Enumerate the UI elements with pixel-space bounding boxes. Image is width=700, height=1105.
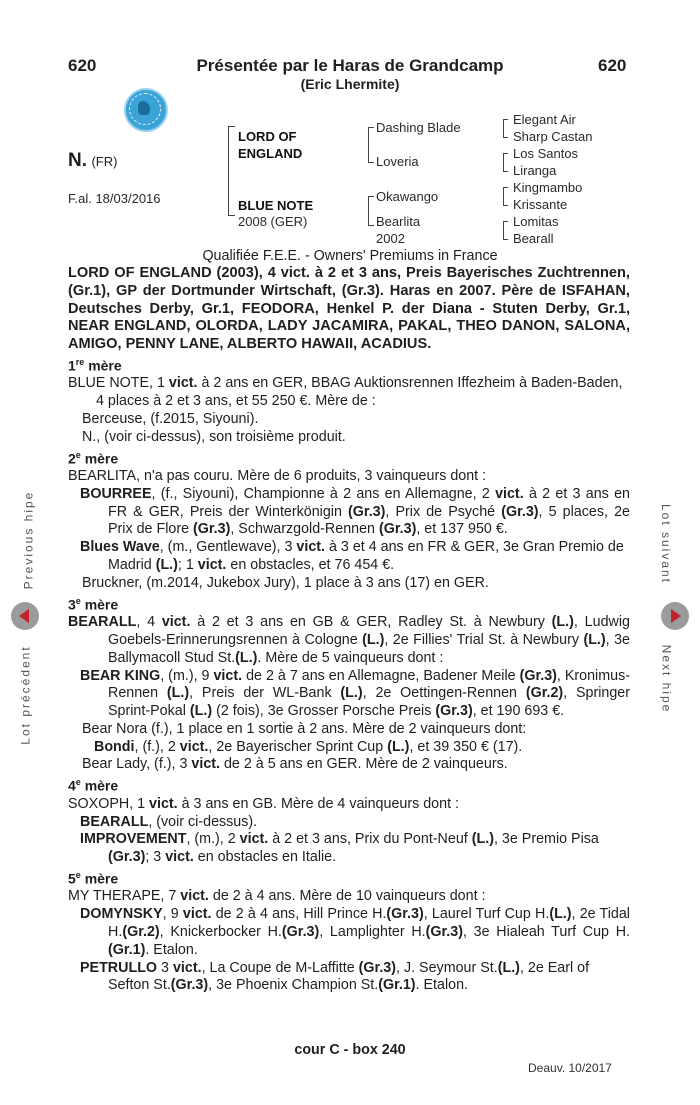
section-second-dam: 2e mère xyxy=(68,449,119,467)
horse-name-text: N. xyxy=(68,150,87,171)
pedigree-dds: Lomitas xyxy=(513,214,559,229)
section-third-dam: 3e mère xyxy=(68,595,119,613)
granddam-record: BEARLITA, n'a pas couru. Mère de 6 produits, 3 vainqueurs dont : xyxy=(68,468,487,485)
produce-item: PETRULLO 3 vict., La Coupe de M-Laffitte (Gr.3), J. Seymour St.(L.), 2e Earl of Sefton St.(Gr.3), 3e Phoenix Champion St.(Gr.1). Etalon. xyxy=(80,959,590,994)
pedigree-bracket-2a xyxy=(368,127,374,163)
produce-item: Blues Wave, (m., Gentlewave), 3 vict. à 3 et 4 ans en FR & GER, 3e Gran Premio de Madrid (L.); 1 vict. en obstacles, et 76 454 €. xyxy=(80,539,624,574)
produce-item: Bondi, (f.), 2 vict., 2e Bayerischer Sprint Cup (L.), et 39 350 € (17). xyxy=(94,738,523,755)
pedigree-dss: Kingmambo xyxy=(513,180,583,195)
criterium-logo xyxy=(124,88,168,132)
fourth-dam-record: SOXOPH, 1 vict. à 3 ans en GB. Mère de 4 vainqueurs dont : xyxy=(68,795,460,812)
next-hipe-link[interactable]: Next hipe xyxy=(659,644,674,714)
arrow-right-icon xyxy=(671,609,681,623)
produce-item: BEARALL, (voir ci-dessus). xyxy=(80,813,258,830)
pedigree-dd: Bearlita xyxy=(376,214,421,229)
previous-hipe-link[interactable]: Previous hipe xyxy=(21,490,36,590)
produce-item: DOMYNSKY, 9 vict. de 2 à 4 ans, Hill Prince H.(Gr.3), Laurel Turf Cup H.(L.), 2e Tidal H.(Gr.2), Knickerbocker H.(Gr.3), Lamplighter H.(Gr.3), 3e Hialeah Turf Cup H.(Gr.1). Etalon. xyxy=(80,906,630,958)
pedigree-ssd: Sharp Castan xyxy=(513,129,593,144)
produce-item: Bear Nora (f.), 1 place en 1 sortie à 2 ans. Mère de 2 vainqueurs dont: xyxy=(82,720,527,737)
next-lot-button[interactable] xyxy=(661,602,689,630)
horse-birth: F.al. 18/03/2016 xyxy=(68,191,161,206)
third-dam-record: BEARALL, 4 vict. à 2 et 3 ans en GB & GER, Radley St. à Newbury (L.), Ludwig Goebels-Erinnerungsrennen à Cologne (L.), 2e Fillies' Trial St. à Newbury (L.), 3e Ballymacoll Stud St.(L.). Mère de 5 vainqueurs dont : xyxy=(68,614,630,666)
qualification-line: Qualifiée F.E.E. - Owners' Premiums in France xyxy=(202,248,498,264)
pedigree-sds: Los Santos xyxy=(513,146,579,161)
produce-item: BEAR KING, (m.), 9 vict. de 2 à 7 ans en Allemagne, Badener Meile (Gr.3), Kronimus-Rennen (L.), Preis der WL-Bank (L.), 2e Oettingen-Rennen (Gr.2), Springer Sprint-Pokal (L.) (2 fois), 3e Grosser Porsche Preis (Gr.3), et 190 693 €. xyxy=(80,667,631,720)
pedigree-bracket-2b xyxy=(368,196,374,226)
pedigree-dsd: Krissante xyxy=(513,197,568,212)
pedigree-bracket-3c xyxy=(503,187,508,206)
lot-suivant-link[interactable]: Lot suivant xyxy=(659,503,674,585)
produce-item: BOURREE, (f., Siyouni), Championne à 2 ans en Allemagne, 2 vict. à 2 et 3 ans en FR & GER, Preis der Winterkönigin (Gr.3), Prix de Psyché (Gr.3), 5 places, 2e Prix de Flore (Gr.3), Schwarzgold-Rennen (Gr.3), et 137 950 €. xyxy=(80,485,630,538)
produce-item: Bear Lady, (f.), 3 vict. de 2 à 5 ans en GER. Mère de 2 vainqueurs. xyxy=(82,756,508,773)
produce-item: Bruckner, (m.2014, Jukebox Jury), 1 place à 3 ans (17) en GER. xyxy=(82,574,489,591)
pedigree-ds: Okawango xyxy=(376,189,439,204)
produce-item: N., (voir ci-dessus), son troisième produit. xyxy=(82,428,346,445)
pedigree-sss: Elegant Air xyxy=(513,112,576,127)
section-first-dam: 1re mère xyxy=(68,356,122,374)
box-location: cour C - box 240 xyxy=(294,1042,406,1058)
lot-precedent-link[interactable]: Lot précédent xyxy=(18,645,33,745)
horse-name xyxy=(68,150,117,172)
dam-record: BLUE NOTE, 1 vict. à 2 ans en GER, BBAG Auktionsrennen Iffezheim à Baden-Baden, 4 places à 2 et 3 ans, et 55 250 €. Mère de : xyxy=(68,375,623,410)
pedigree-dam: BLUE NOTE xyxy=(238,198,314,213)
arrow-left-icon xyxy=(19,609,29,623)
sire-note: LORD OF ENGLAND (2003), 4 vict. à 2 et 3 ans, Preis Bayerisches Zuchtrennen, (Gr.1), GP der Dortmunder Wirtschaft, (Gr.3). Haras en 2007. Père de ISFAHAN, Deutsches Derby, Gr.1, FEODORA, Henkel P. der Diana - Stuten Derby, Gr.1, NEAR ENGLAND, OLORDA, LADY JACAMIRA, PAKAL, THEO DANON, SALONA, AMIGO, PENNY LANE, ALBERTO HAWAII, ACADIUS. xyxy=(68,265,630,353)
horse-head-icon xyxy=(138,101,150,115)
lot-number-left: 620 xyxy=(68,56,97,75)
pedigree-sdd: Liranga xyxy=(513,163,557,178)
pedigree-sire: LORD OF ENGLAND xyxy=(238,129,303,161)
pedigree-bracket-1 xyxy=(228,126,235,216)
horse-origin: (FR) xyxy=(91,154,118,169)
catalogue-body xyxy=(68,265,630,995)
produce-item: IMPROVEMENT, (m.), 2 vict. à 2 et 3 ans, Prix du Pont-Neuf (L.), 3e Premio Pisa (Gr.3); 3 vict. en obstacles en Italie. xyxy=(80,831,599,866)
pedigree-dd-year: 2002 xyxy=(376,231,405,246)
pedigree-ss: Dashing Blade xyxy=(376,120,461,135)
fifth-dam-record: MY THERAPE, 7 vict. de 2 à 4 ans. Mère de 10 vainqueurs dont : xyxy=(68,888,486,905)
previous-lot-button[interactable] xyxy=(11,602,39,630)
pedigree-bracket-3a xyxy=(503,119,508,138)
page-title: Présentée par le Haras de Grandcamp xyxy=(196,56,504,75)
sale-reference: Deauv. 10/2017 xyxy=(528,1061,612,1075)
section-fourth-dam: 4e mère xyxy=(68,777,119,794)
pedigree-ddd: Bearall xyxy=(513,231,554,246)
consignor-subtitle: (Eric Lhermite) xyxy=(300,76,400,92)
pedigree-bracket-3b xyxy=(503,153,508,172)
produce-item: Berceuse, (f.2015, Siyouni). xyxy=(82,411,259,428)
pedigree-dam-info: 2008 (GER) xyxy=(238,214,308,229)
section-fifth-dam: 5e mère xyxy=(68,869,119,887)
pedigree-sd: Loveria xyxy=(376,154,419,169)
lot-number-right: 620 xyxy=(598,56,627,75)
pedigree-bracket-3d xyxy=(503,221,508,240)
